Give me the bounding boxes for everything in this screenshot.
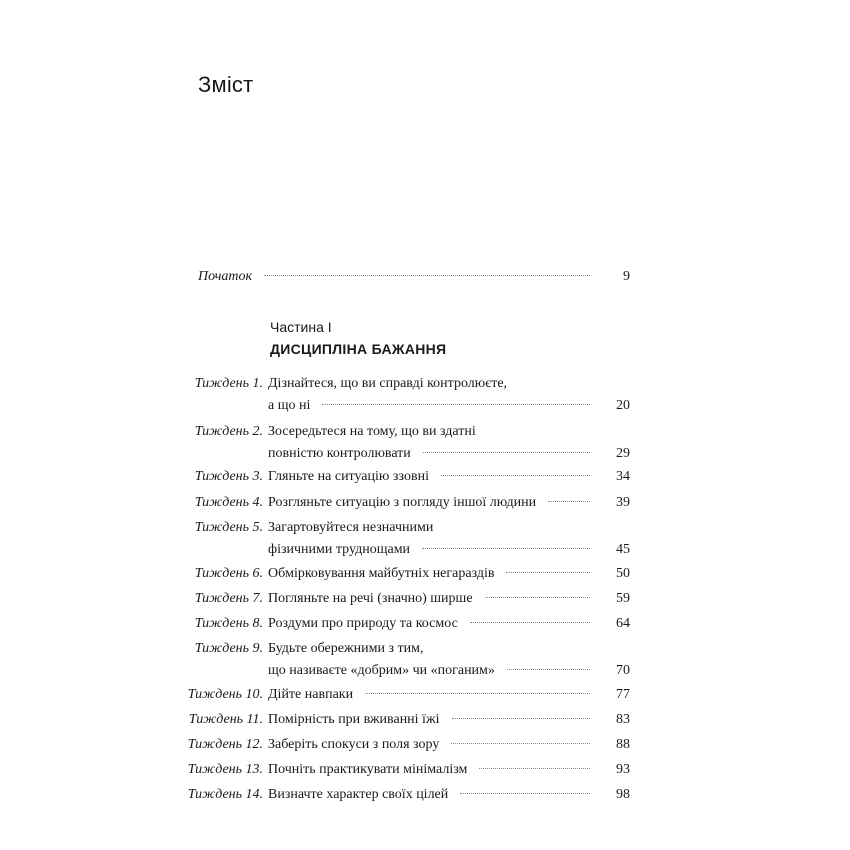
toc-entry-week: Тиждень 7. xyxy=(194,591,263,606)
toc-entry-title-line: Заберіть спокуси з поля зору xyxy=(268,737,440,752)
part-label: Частина I xyxy=(270,319,332,335)
dot-leader xyxy=(479,768,590,769)
dot-leader xyxy=(422,548,590,549)
toc-entry-week: Тиждень 4. xyxy=(194,495,263,510)
toc-entry xyxy=(180,709,630,731)
toc-entry-title-line: повністю контролювати xyxy=(268,446,411,461)
toc-entry-page: 34 xyxy=(616,469,630,484)
toc-entry-title xyxy=(268,563,630,585)
dot-leader xyxy=(441,475,590,476)
toc-intro-page: 9 xyxy=(623,269,630,284)
toc-entry-title-line: Гляньте на ситуацію ззовні xyxy=(268,469,429,484)
part-title: ДИСЦИПЛІНА БАЖАННЯ xyxy=(270,341,447,357)
toc-entry-title xyxy=(268,373,630,417)
toc-entry xyxy=(180,517,630,561)
toc-entry-title xyxy=(268,613,630,635)
dot-leader xyxy=(506,572,590,573)
toc-entry xyxy=(180,784,630,806)
toc-entry-title-line: Помірність при вживанні їжі xyxy=(268,712,440,727)
toc-entry xyxy=(180,492,630,514)
toc-entry-page: 77 xyxy=(616,687,630,702)
toc-entry xyxy=(180,759,630,781)
toc-entry-page: 59 xyxy=(616,591,630,606)
toc-entry-title xyxy=(268,638,630,682)
toc-entry-title xyxy=(268,517,630,561)
toc-intro-row xyxy=(198,269,630,291)
toc-entry-title xyxy=(268,492,630,514)
toc-entry-title-line: Розгляньте ситуацію з погляду іншої людини xyxy=(268,495,537,510)
toc-entry-page: 98 xyxy=(616,787,630,802)
toc-entry xyxy=(180,588,630,610)
toc-entry-page: 64 xyxy=(616,616,630,631)
toc-entry-title-line: Будьте обережними з тим, xyxy=(268,641,424,656)
dot-leader xyxy=(485,597,590,598)
toc-entry-page: 39 xyxy=(616,495,630,510)
dot-leader xyxy=(322,404,590,405)
toc-entry-title xyxy=(268,421,630,465)
toc-entry-week: Тиждень 5. xyxy=(194,520,263,535)
dot-leader xyxy=(264,275,590,276)
toc-entry-page: 20 xyxy=(616,398,630,413)
toc-entry-title xyxy=(268,684,630,706)
toc-entry-title xyxy=(268,784,630,806)
toc-entry-title-line: Роздуми про природу та космос xyxy=(268,616,458,631)
toc-entry-page: 93 xyxy=(616,762,630,777)
toc-entry-week: Тиждень 1. xyxy=(194,376,263,391)
dot-leader xyxy=(452,718,590,719)
toc-entry-title-line: Загартовуйтеся незначними xyxy=(268,520,434,535)
toc-entry-page: 50 xyxy=(616,566,630,581)
toc-entry-title xyxy=(268,466,630,488)
dot-leader xyxy=(548,501,590,502)
dot-leader xyxy=(365,693,590,694)
toc-entry-week: Тиждень 8. xyxy=(194,616,263,631)
toc-entry-title xyxy=(268,734,630,756)
toc-entry-title-line: Зосередьтеся на тому, що ви здатні xyxy=(268,424,476,439)
toc-entry-week: Тиждень 2. xyxy=(194,424,263,439)
toc-entry-page: 70 xyxy=(616,663,630,678)
toc-entry-title-line: що називаєте «добрим» чи «поганим» xyxy=(268,663,495,678)
toc-entry-week: Тиждень 11. xyxy=(188,712,263,727)
toc-entry-week: Тиждень 9. xyxy=(194,641,263,656)
toc-entry-week: Тиждень 3. xyxy=(194,469,263,484)
toc-entry-title-line: Дійте навпаки xyxy=(268,687,354,702)
toc-entry xyxy=(180,421,630,465)
toc-entry-title xyxy=(268,759,630,781)
toc-entry-title xyxy=(268,709,630,731)
toc-entry-title-line: Обмірковування майбутніх негараздів xyxy=(268,566,495,581)
dot-leader xyxy=(460,793,590,794)
toc-entry-title-line: Визначте характер своїх цілей xyxy=(268,787,449,802)
toc-entry-week: Тиждень 12. xyxy=(187,737,263,752)
toc-entry-week: Тиждень 10. xyxy=(187,687,263,702)
toc-entry xyxy=(180,734,630,756)
toc-entry xyxy=(180,684,630,706)
toc-entry-page: 83 xyxy=(616,712,630,727)
dot-leader xyxy=(470,622,590,623)
toc-entry-title-line: Почніть практикувати мінімалізм xyxy=(268,762,468,777)
page-title: Зміст xyxy=(198,72,254,97)
toc-entry-page: 29 xyxy=(616,446,630,461)
toc-entry xyxy=(180,373,630,417)
toc-entry-page: 45 xyxy=(616,542,630,557)
toc-entry xyxy=(180,466,630,488)
toc-entry-title-line: а що ні xyxy=(268,398,311,413)
toc-entry-page: 88 xyxy=(616,737,630,752)
toc-entry-week: Тиждень 14. xyxy=(187,787,263,802)
toc-intro-label: Початок xyxy=(198,269,253,284)
dot-leader xyxy=(423,452,590,453)
toc-entry xyxy=(180,613,630,635)
toc-entry-title-line: Погляньте на речі (значно) ширше xyxy=(268,591,473,606)
dot-leader xyxy=(507,669,590,670)
toc-entry-title-line: Дізнайтеся, що ви справді контролюєте, xyxy=(268,376,508,391)
dot-leader xyxy=(451,743,590,744)
toc-entry-week: Тиждень 13. xyxy=(187,762,263,777)
toc-entry xyxy=(180,638,630,682)
toc-entry-week: Тиждень 6. xyxy=(194,566,263,581)
toc-entry xyxy=(180,563,630,585)
toc-entry-title xyxy=(268,588,630,610)
toc-entry-title-line: фізичними труднощами xyxy=(268,542,411,557)
